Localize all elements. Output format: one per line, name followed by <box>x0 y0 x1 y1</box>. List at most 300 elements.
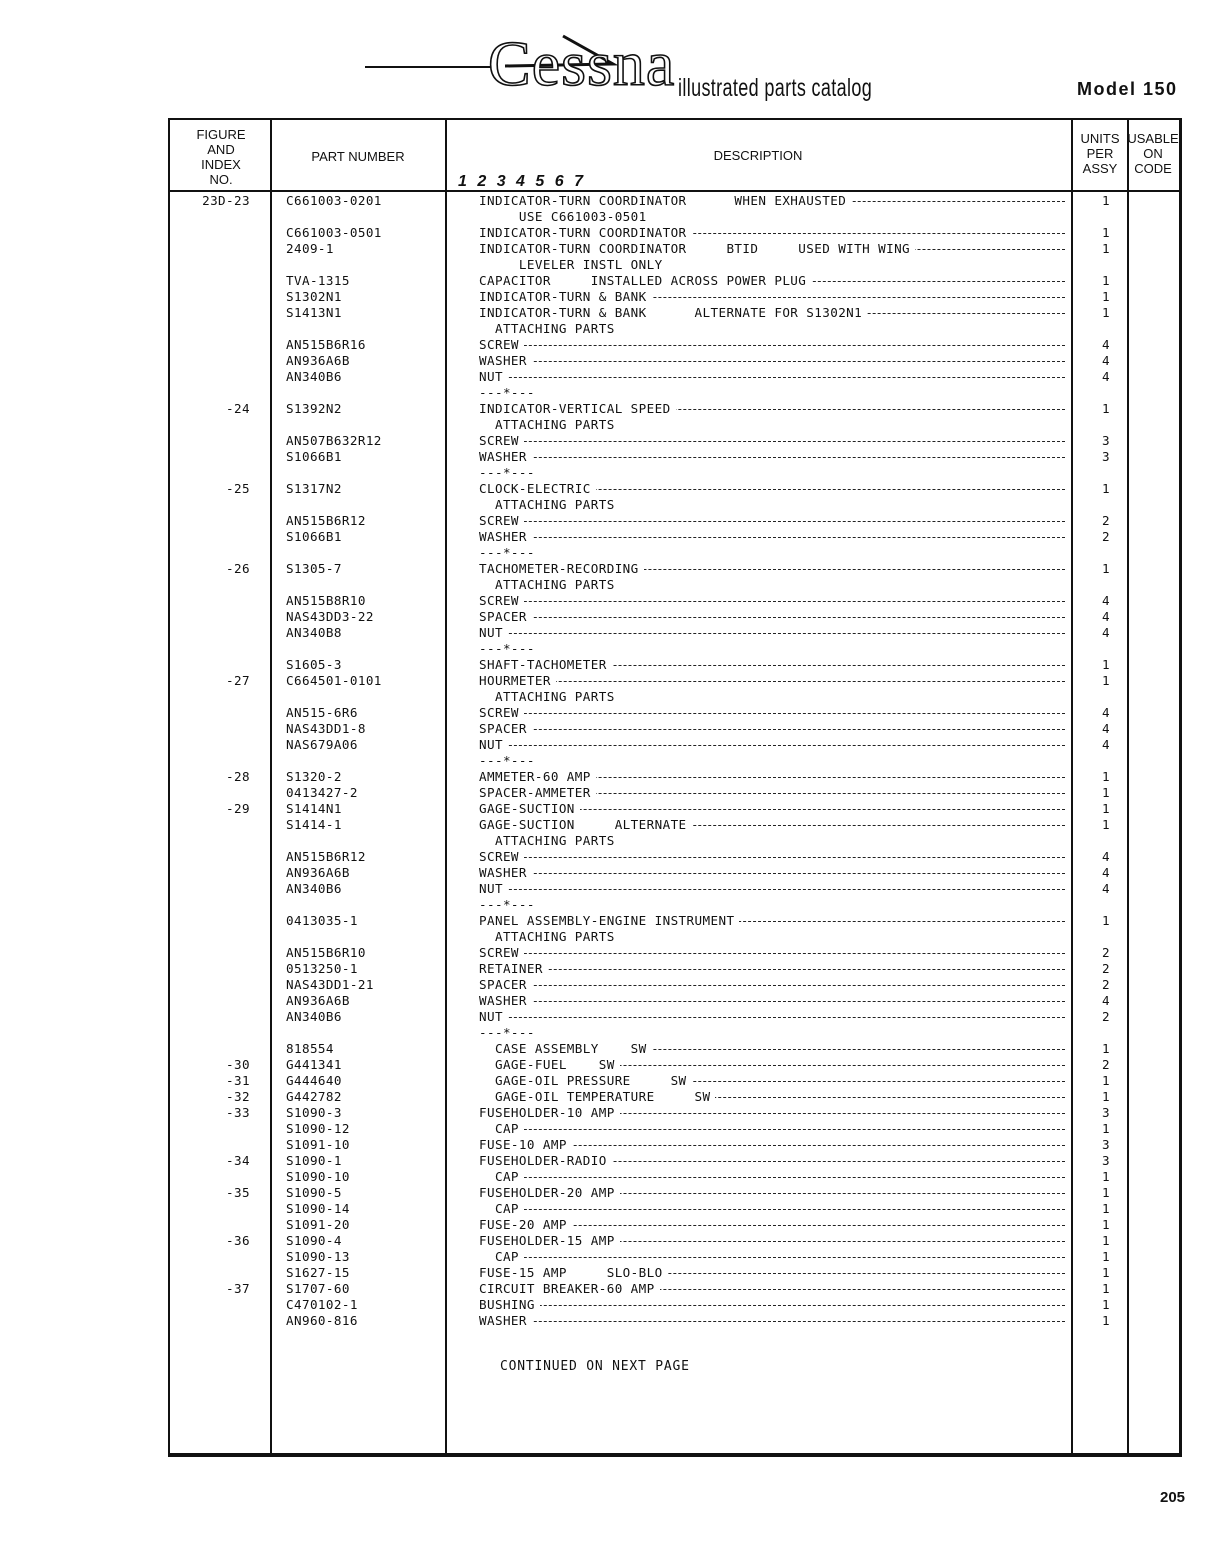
description <box>479 1201 1065 1217</box>
table-row <box>170 1105 1180 1121</box>
description <box>479 945 1065 961</box>
description <box>479 1233 1065 1249</box>
description <box>479 305 1065 321</box>
description-text: INDICATOR-TURN COORDINATOR <box>479 225 692 240</box>
description-text: FUSEHOLDER-10 AMP <box>479 1105 620 1120</box>
description <box>479 913 1065 929</box>
description <box>479 465 1065 481</box>
description <box>479 1153 1065 1169</box>
description <box>479 417 1065 433</box>
description-text: RETAINER <box>479 961 548 976</box>
figure-index: -30 <box>226 1057 250 1072</box>
description-text: GAGE-OIL TEMPERATURE SW <box>479 1089 715 1104</box>
table-row <box>170 353 1180 369</box>
description-text: ---*--- <box>479 385 535 400</box>
description <box>479 545 1065 561</box>
description-text: SPACER-AMMETER <box>479 785 596 800</box>
table-row <box>170 529 1180 545</box>
description <box>479 1009 1065 1025</box>
table-row <box>170 1249 1180 1265</box>
part-number: S1090-14 <box>286 1201 350 1216</box>
part-number: C661003-0501 <box>286 225 382 240</box>
table-row <box>170 1233 1180 1249</box>
description-text: SCREW <box>479 337 524 352</box>
part-number: S1090-4 <box>286 1233 342 1248</box>
description <box>479 961 1065 977</box>
description <box>479 609 1065 625</box>
part-number: 2409-1 <box>286 241 334 256</box>
table-row <box>170 641 1180 657</box>
description <box>479 977 1065 993</box>
part-number: S1066B1 <box>286 449 342 464</box>
part-number: S1413N1 <box>286 305 342 320</box>
description <box>479 865 1065 881</box>
part-number: 0413427-2 <box>286 785 358 800</box>
part-number: S1090-13 <box>286 1249 350 1264</box>
units-per-assy: 1 <box>1102 289 1110 304</box>
part-number: 818554 <box>286 1041 334 1056</box>
part-number: NAS43DD1-8 <box>286 721 366 736</box>
description-text: SCREW <box>479 945 524 960</box>
description <box>479 257 1065 273</box>
description <box>479 337 1065 353</box>
figure-index: -35 <box>226 1185 250 1200</box>
table-row <box>170 513 1180 529</box>
table-row <box>170 689 1180 705</box>
description-text: ---*--- <box>479 465 535 480</box>
part-number: G444640 <box>286 1073 342 1088</box>
table-row <box>170 737 1180 753</box>
description-text: WASHER <box>479 865 532 880</box>
part-number: AN960-816 <box>286 1313 358 1328</box>
header-divider <box>170 190 1180 192</box>
units-per-assy: 3 <box>1102 433 1110 448</box>
units-per-assy: 1 <box>1102 673 1110 688</box>
table-row <box>170 305 1180 321</box>
description <box>479 801 1065 817</box>
description-text: ATTACHING PARTS <box>479 577 615 592</box>
part-number: S1090-10 <box>286 1169 350 1184</box>
description <box>479 705 1065 721</box>
table-row <box>170 1169 1180 1185</box>
units-per-assy: 4 <box>1102 625 1110 640</box>
description <box>479 209 1065 225</box>
units-per-assy: 2 <box>1102 977 1110 992</box>
description-text: SCREW <box>479 433 524 448</box>
units-per-assy: 4 <box>1102 849 1110 864</box>
figure-index: -34 <box>226 1153 250 1168</box>
description <box>479 433 1065 449</box>
description-text: SCREW <box>479 513 524 528</box>
units-per-assy: 1 <box>1102 657 1110 672</box>
description-text: SPACER <box>479 977 532 992</box>
description-text: INDICATOR-TURN & BANK ALTERNATE FOR S1302N1 <box>479 305 867 320</box>
description-text: BUSHING <box>479 1297 540 1312</box>
part-number: TVA-1315 <box>286 273 350 288</box>
description-text: SCREW <box>479 705 524 720</box>
figure-index: -36 <box>226 1233 250 1248</box>
units-per-assy: 4 <box>1102 721 1110 736</box>
part-number: AN515B8R10 <box>286 593 366 608</box>
units-per-assy: 2 <box>1102 513 1110 528</box>
table-row <box>170 977 1180 993</box>
description-text: NUT <box>479 369 508 384</box>
description <box>479 689 1065 705</box>
units-per-assy: 1 <box>1102 1121 1110 1136</box>
description-text: ---*--- <box>479 1025 535 1040</box>
units-per-assy: 4 <box>1102 609 1110 624</box>
header-figure-index: FIGURE AND INDEX NO. <box>196 127 246 187</box>
table-row <box>170 897 1180 913</box>
table-row <box>170 257 1180 273</box>
units-per-assy: 1 <box>1102 769 1110 784</box>
units-per-assy: 1 <box>1102 1233 1110 1248</box>
description-text: CAP <box>479 1121 524 1136</box>
description-text: WASHER <box>479 993 532 1008</box>
description-text: SCREW <box>479 849 524 864</box>
part-number: S1320-2 <box>286 769 342 784</box>
description <box>479 897 1065 913</box>
description <box>479 1281 1065 1297</box>
part-number: C661003-0201 <box>286 193 382 208</box>
description-text: FUSE-20 AMP <box>479 1217 572 1232</box>
description-text: PANEL ASSEMBLY-ENGINE INSTRUMENT <box>479 913 739 928</box>
description-text: CAP <box>479 1249 524 1264</box>
part-number: AN340B6 <box>286 1009 342 1024</box>
description <box>479 769 1065 785</box>
header-units-per-assy: UNITS PER ASSY <box>1080 131 1120 176</box>
description <box>479 1297 1065 1313</box>
table-row <box>170 705 1180 721</box>
description <box>479 1249 1065 1265</box>
table-row <box>170 273 1180 289</box>
units-per-assy: 1 <box>1102 1201 1110 1216</box>
table-row <box>170 609 1180 625</box>
part-number: S1392N2 <box>286 401 342 416</box>
description <box>479 721 1065 737</box>
description-text: INDICATOR-TURN COORDINATOR BTID USED WITH WING <box>479 241 915 256</box>
description-text: ATTACHING PARTS <box>479 417 615 432</box>
figure-index: 23D-23 <box>202 193 250 208</box>
description-text: WASHER <box>479 353 532 368</box>
part-number: NAS43DD1-21 <box>286 977 374 992</box>
description <box>479 1073 1065 1089</box>
description <box>479 273 1065 289</box>
table-row <box>170 465 1180 481</box>
description <box>479 1121 1065 1137</box>
part-number: AN515B6R12 <box>286 849 366 864</box>
units-per-assy: 3 <box>1102 449 1110 464</box>
description <box>479 1105 1065 1121</box>
figure-index: -24 <box>226 401 250 416</box>
part-number: AN340B6 <box>286 369 342 384</box>
description <box>479 993 1065 1009</box>
model-label: Model 150 <box>1077 79 1178 99</box>
units-per-assy: 1 <box>1102 1089 1110 1104</box>
description-text: GAGE-FUEL SW <box>479 1057 620 1072</box>
figure-index: -37 <box>226 1281 250 1296</box>
table-row <box>170 497 1180 513</box>
table-row <box>170 577 1180 593</box>
units-per-assy: 1 <box>1102 1169 1110 1184</box>
description-text: ---*--- <box>479 641 535 656</box>
part-number: G442782 <box>286 1089 342 1104</box>
table-row <box>170 1217 1180 1233</box>
table-row <box>170 849 1180 865</box>
part-number: NAS43DD3-22 <box>286 609 374 624</box>
description <box>479 785 1065 801</box>
units-per-assy: 1 <box>1102 401 1110 416</box>
description-text: AMMETER-60 AMP <box>479 769 596 784</box>
table-row <box>170 1185 1180 1201</box>
description <box>479 1137 1065 1153</box>
logo-swoosh-line <box>365 66 495 68</box>
part-number: S1090-5 <box>286 1185 342 1200</box>
table-row <box>170 593 1180 609</box>
part-number: 0513250-1 <box>286 961 358 976</box>
description-text: ATTACHING PARTS <box>479 497 615 512</box>
header-usable-on-code: USABLE ON CODE <box>1127 131 1179 176</box>
table-row <box>170 449 1180 465</box>
description <box>479 481 1065 497</box>
description <box>479 673 1065 689</box>
description <box>479 401 1065 417</box>
units-per-assy: 4 <box>1102 353 1110 368</box>
description <box>479 657 1065 673</box>
description-text: CAPACITOR INSTALLED ACROSS POWER PLUG <box>479 273 811 288</box>
table-row <box>170 1281 1180 1297</box>
description <box>479 833 1065 849</box>
units-per-assy: 1 <box>1102 225 1110 240</box>
part-number: S1091-10 <box>286 1137 350 1152</box>
part-number: S1414-1 <box>286 817 342 832</box>
description-text: SPACER <box>479 609 532 624</box>
figure-index: -29 <box>226 801 250 816</box>
header-description: DESCRIPTION <box>713 148 803 163</box>
table-row <box>170 833 1180 849</box>
units-per-assy: 4 <box>1102 593 1110 608</box>
units-per-assy: 1 <box>1102 273 1110 288</box>
description <box>479 1217 1065 1233</box>
part-number: AN340B8 <box>286 625 342 640</box>
description <box>479 449 1065 465</box>
description-text: CAP <box>479 1201 524 1216</box>
table-row <box>170 369 1180 385</box>
table-row <box>170 801 1180 817</box>
table-row <box>170 417 1180 433</box>
units-per-assy: 4 <box>1102 993 1110 1008</box>
description-text: NUT <box>479 881 508 896</box>
description <box>479 1025 1065 1041</box>
table-row <box>170 321 1180 337</box>
table-row <box>170 1089 1180 1105</box>
description-text: ATTACHING PARTS <box>479 689 615 704</box>
description <box>479 321 1065 337</box>
description <box>479 241 1065 257</box>
units-per-assy: 4 <box>1102 705 1110 720</box>
units-per-assy: 1 <box>1102 481 1110 496</box>
table-row <box>170 545 1180 561</box>
units-per-assy: 1 <box>1102 801 1110 816</box>
table-row <box>170 401 1180 417</box>
part-number: S1066B1 <box>286 529 342 544</box>
description-text: SPACER <box>479 721 532 736</box>
figure-index: -26 <box>226 561 250 576</box>
units-per-assy: 3 <box>1102 1153 1110 1168</box>
description <box>479 289 1065 305</box>
part-number: S1627-15 <box>286 1265 350 1280</box>
units-per-assy: 1 <box>1102 1041 1110 1056</box>
units-per-assy: 1 <box>1102 1073 1110 1088</box>
catalog-title: illustrated parts catalog <box>678 74 873 102</box>
table-row <box>170 1201 1180 1217</box>
table-row <box>170 1041 1180 1057</box>
part-number: AN936A6B <box>286 865 350 880</box>
units-per-assy: 1 <box>1102 785 1110 800</box>
description-text: ATTACHING PARTS <box>479 833 615 848</box>
table-row <box>170 241 1180 257</box>
table-row <box>170 929 1180 945</box>
table-row <box>170 945 1180 961</box>
page-number: 205 <box>1160 1489 1186 1506</box>
brand-logo: Cessna <box>488 28 676 99</box>
table-row <box>170 961 1180 977</box>
part-number: AN507B632R12 <box>286 433 382 448</box>
description-text: GAGE-SUCTION <box>479 801 580 816</box>
description-text: ATTACHING PARTS <box>479 321 615 336</box>
units-per-assy: 2 <box>1102 1009 1110 1024</box>
description-text: USE C661003-0501 <box>479 209 647 224</box>
description-text: WASHER <box>479 1313 532 1328</box>
description-text: SHAFT-TACHOMETER <box>479 657 612 672</box>
description-text: NUT <box>479 625 508 640</box>
part-number: 0413035-1 <box>286 913 358 928</box>
description <box>479 817 1065 833</box>
description-text: ---*--- <box>479 753 535 768</box>
units-per-assy: 3 <box>1102 1137 1110 1152</box>
figure-index: -33 <box>226 1105 250 1120</box>
units-per-assy: 1 <box>1102 1281 1110 1296</box>
header-part-number: PART NUMBER <box>311 149 405 164</box>
description-text: LEVELER INSTL ONLY <box>479 257 663 272</box>
table-row <box>170 561 1180 577</box>
table-row <box>170 817 1180 833</box>
description-text: GAGE-OIL PRESSURE SW <box>479 1073 692 1088</box>
description-text: CIRCUIT BREAKER-60 AMP <box>479 1281 660 1296</box>
description <box>479 369 1065 385</box>
table-row <box>170 1137 1180 1153</box>
parts-list <box>170 193 1180 1329</box>
part-number: AN515-6R6 <box>286 705 358 720</box>
description-text: FUSE-10 AMP <box>479 1137 572 1152</box>
description <box>479 881 1065 897</box>
table-row <box>170 481 1180 497</box>
description <box>479 625 1065 641</box>
units-per-assy: 4 <box>1102 737 1110 752</box>
description <box>479 353 1065 369</box>
units-per-assy: 1 <box>1102 1185 1110 1200</box>
part-number: S1317N2 <box>286 481 342 496</box>
table-row <box>170 657 1180 673</box>
table-row <box>170 881 1180 897</box>
description-text: FUSEHOLDER-RADIO <box>479 1153 612 1168</box>
table-row <box>170 1297 1180 1313</box>
description-text: FUSEHOLDER-20 AMP <box>479 1185 620 1200</box>
units-per-assy: 1 <box>1102 1297 1110 1312</box>
table-row <box>170 625 1180 641</box>
description-text: INDICATOR-VERTICAL SPEED <box>479 401 676 416</box>
units-per-assy: 4 <box>1102 881 1110 896</box>
description <box>479 1041 1065 1057</box>
table-row <box>170 1073 1180 1089</box>
units-per-assy: 2 <box>1102 961 1110 976</box>
table-row <box>170 337 1180 353</box>
description-text: INDICATOR-TURN & BANK <box>479 289 652 304</box>
table-row <box>170 993 1180 1009</box>
part-number: S1605-3 <box>286 657 342 672</box>
description-text: SCREW <box>479 593 524 608</box>
description <box>479 1089 1065 1105</box>
units-per-assy: 1 <box>1102 1249 1110 1264</box>
description-text: ---*--- <box>479 545 535 560</box>
description-text: CAP <box>479 1169 524 1184</box>
table-row <box>170 1057 1180 1073</box>
description-text: HOURMETER <box>479 673 556 688</box>
part-number: AN515B6R12 <box>286 513 366 528</box>
table-row <box>170 753 1180 769</box>
table-row <box>170 1121 1180 1137</box>
units-per-assy: 2 <box>1102 529 1110 544</box>
description <box>479 1265 1065 1281</box>
units-per-assy: 3 <box>1102 1105 1110 1120</box>
description <box>479 1169 1065 1185</box>
units-per-assy: 1 <box>1102 913 1110 928</box>
table-row <box>170 865 1180 881</box>
part-number: S1090-3 <box>286 1105 342 1120</box>
table-row <box>170 721 1180 737</box>
description-text: FUSEHOLDER-15 AMP <box>479 1233 620 1248</box>
part-number: AN936A6B <box>286 353 350 368</box>
units-per-assy: 4 <box>1102 865 1110 880</box>
continued-note: CONTINUED ON NEXT PAGE <box>500 1359 690 1374</box>
units-per-assy: 1 <box>1102 1265 1110 1280</box>
part-number: S1305-7 <box>286 561 342 576</box>
description-text: TACHOMETER-RECORDING <box>479 561 644 576</box>
units-per-assy: 1 <box>1102 817 1110 832</box>
figure-index: -27 <box>226 673 250 688</box>
description-text: ---*--- <box>479 897 535 912</box>
units-per-assy: 4 <box>1102 337 1110 352</box>
description <box>479 1057 1065 1073</box>
description-text: WASHER <box>479 529 532 544</box>
table-row <box>170 433 1180 449</box>
table-row <box>170 209 1180 225</box>
table-row <box>170 289 1180 305</box>
table-row <box>170 1025 1180 1041</box>
units-per-assy: 1 <box>1102 1217 1110 1232</box>
figure-index: -25 <box>226 481 250 496</box>
table-row <box>170 193 1180 209</box>
table-row <box>170 385 1180 401</box>
description <box>479 577 1065 593</box>
description <box>479 561 1065 577</box>
part-number: S1414N1 <box>286 801 342 816</box>
part-number: AN936A6B <box>286 993 350 1008</box>
description-text: WASHER <box>479 449 532 464</box>
part-number: AN515B6R10 <box>286 945 366 960</box>
description-text: INDICATOR-TURN COORDINATOR WHEN EXHAUSTED <box>479 193 851 208</box>
part-number: S1302N1 <box>286 289 342 304</box>
